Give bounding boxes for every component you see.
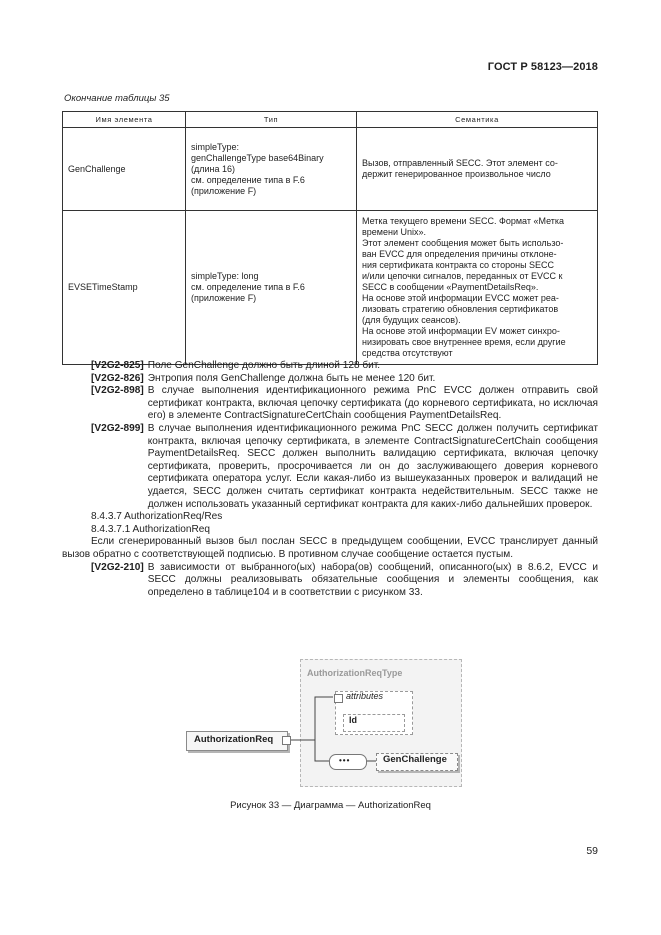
collapse-icon[interactable] xyxy=(282,736,291,745)
cell-element-type: simpleType: genChallengeType base64Binary (длина 16) см. определение типа в F.6 (приложение F) xyxy=(186,128,357,211)
requirement-tag: [V2G2-899] xyxy=(91,422,144,434)
cell-element-name: EVSETimeStamp xyxy=(63,211,186,365)
cell-element-name: GenChallenge xyxy=(63,128,186,211)
sequence-dots-icon: ••• xyxy=(339,756,351,765)
body-text xyxy=(62,360,598,599)
cell-element-semantics: Вызов, отправленный SECC. Этот элемент со- держит генерированное произвольное число xyxy=(357,128,598,211)
id-attribute-label: Id xyxy=(349,715,357,725)
root-element-label: AuthorizationReq xyxy=(194,734,274,745)
element-table xyxy=(62,111,598,365)
schema-diagram xyxy=(185,657,465,792)
requirement-tag: [V2G2-825] xyxy=(91,360,144,371)
requirement-826 xyxy=(62,373,598,386)
requirement-text: Энтропия поля GenChallenge должна быть не менее 120 бит. xyxy=(147,372,436,384)
requirement-text: В случае выполнения идентификационного режима PnC EVCC должен отправить свой сертификат контракта, включая цепочку сертификата (до корневого сертификата, но исключая его) в элементе ContractSignatureCertChain сообщения PaymentDetailsReq. xyxy=(147,385,598,422)
table-row xyxy=(63,128,598,211)
table-row xyxy=(63,211,598,365)
column-header-semantics: Семантика xyxy=(357,112,598,128)
requirement-text: В случае выполнения идентификационного режима PnC SECC должен получить сертификат контракта, включая цепочку сертификата, в элементе ContractSignatureCertChain сообщения PaymentDetailsReq. SECC должен выполнить валидацию сертификата, включая цепочку сертификата, проверить, просрочивается ли он до заслуживающего доверия корневого сертификата оператора услуг. Если какая-либо из вышеуказанных проверок и валидаций не удается, SECC должен считать сертификат контракта недействительным. SECC также не должен использовать указанный сертификат контракта для каких-либо дальнейших проверок. xyxy=(147,422,598,510)
table-caption: Окончание таблицы 35 xyxy=(64,93,170,104)
section-heading-8437: 8.4.3.7 AuthorizationReq/Res xyxy=(91,511,223,523)
requirement-tag: [V2G2-898] xyxy=(91,385,144,397)
requirement-210 xyxy=(62,562,598,600)
attributes-label: attributes xyxy=(346,691,384,701)
figure-caption: Рисунок 33 — Диаграмма — AuthorizationReq xyxy=(230,800,431,811)
page-number: 59 xyxy=(586,845,598,857)
section-heading-84371: 8.4.3.7.1 AuthorizationReq xyxy=(91,523,210,535)
table-header-row xyxy=(63,112,598,128)
requirement-tag: [V2G2-210] xyxy=(91,561,144,573)
complex-type-label: AuthorizationReqType xyxy=(307,668,403,678)
requirement-text: Поле GenChallenge должно быть длиной 128 бит. xyxy=(147,360,381,371)
collapse-icon[interactable] xyxy=(334,694,343,703)
cell-element-type: simpleType: long см. определение типа в F.6 (приложение F) xyxy=(186,211,357,365)
requirement-898 xyxy=(62,385,598,423)
column-header-type: Тип xyxy=(186,112,357,128)
connector-lines xyxy=(185,657,465,792)
cell-element-semantics: Метка текущего времени SECC. Формат «Метка времени Unix». Этот элемент сообщения может быть использо- ван EVCC для определения причины отклоне- ния сертификата контракта со стороны SECC и/или цепочки сигналов, переданных от EVCC к SECC в сообщении «PaymentDetailsReq». На основе этой информации EVCC может реа- лизовать стратегию обновления сертификатов (для будущих сеансов). На основе этой информации EV может синхро- низировать свое внутреннее время, если другие средства отсутствуют xyxy=(357,211,598,365)
body-paragraph: Если сгенерированный вызов был послан SECC в предыдущем сообщении, EVCC транслирует данный вызов обратно с соответствующей подписью. В противном случае сообщение остается пустым. xyxy=(62,536,598,560)
requirement-899 xyxy=(62,423,598,511)
requirement-825 xyxy=(62,360,598,373)
column-header-name: Имя элемента xyxy=(63,112,186,128)
requirement-text: В зависимости от выбранного(ых) набора(ов) сообщений, описанного(ых) в 8.6.2, EVCC и SECC должны реализовывать обязательные сообщения и элементы сообщения, как определено в таблице104 и в соответствии с рисунком 33. xyxy=(147,561,598,598)
requirement-tag: [V2G2-826] xyxy=(91,372,144,384)
document-header: ГОСТ Р 58123—2018 xyxy=(487,61,598,73)
child-element-label: GenChallenge xyxy=(383,754,447,765)
